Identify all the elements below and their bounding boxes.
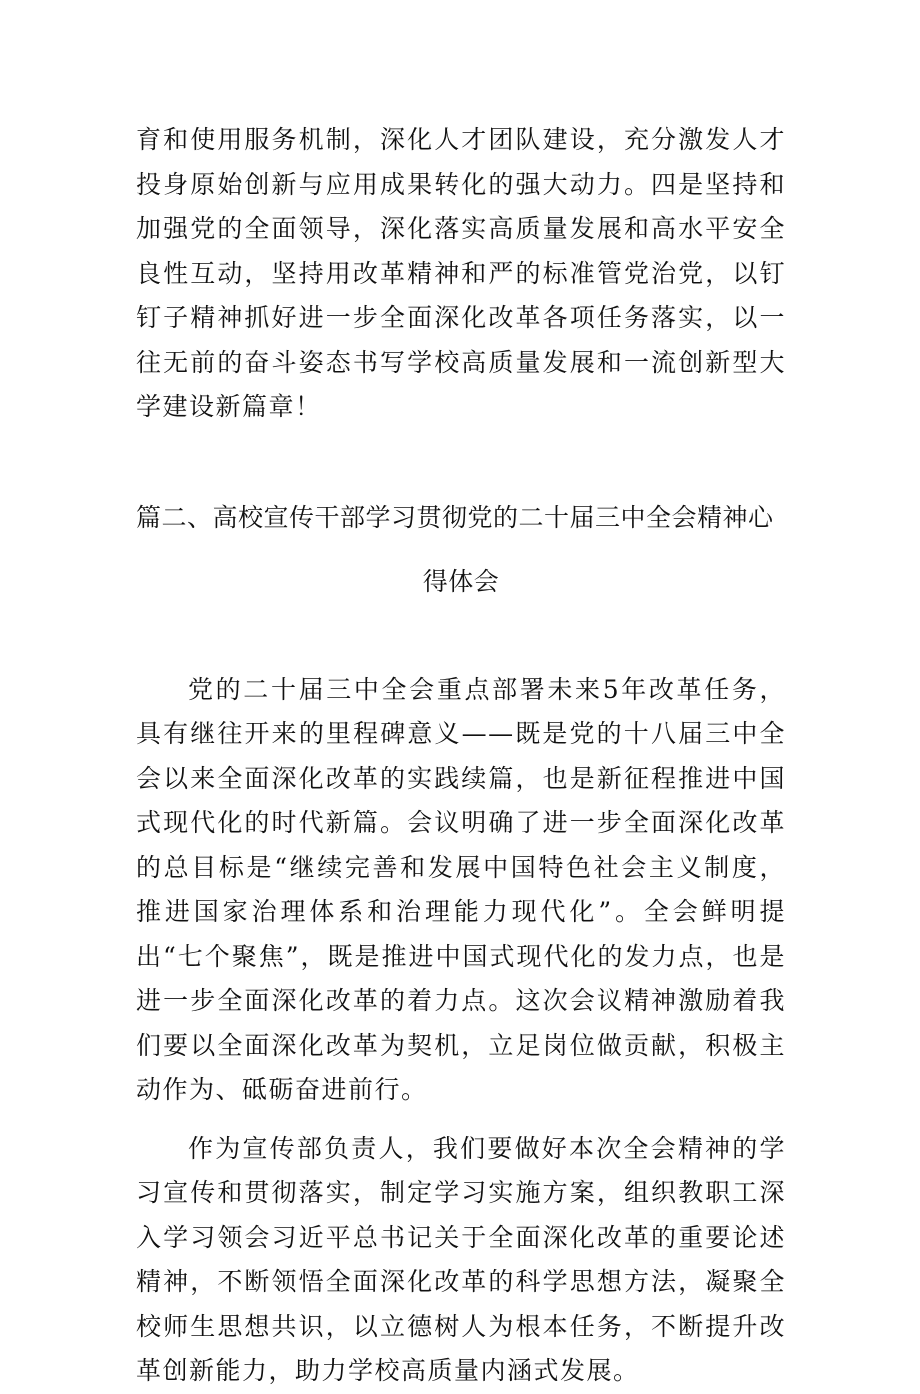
- paragraph-1: 党的二十届三中全会重点部署未来5年改革任务，具有继往开来的里程碑意义——既是党的十八届三中全会以来全面深化改革的实践续篇，也是新征程推进中国式现代化的时代新篇。会议明确了进一步全面深化改革的总目标是“继续完善和发展中国特色社会主义制度，推进国家治理体系和治理能力现代化”。全会鲜明提出“七个聚焦”，既是推进中国式现代化的发力点，也是进一步全面深化改革的着力点。这次会议精神激励着我们要以全面深化改革为契机，立足岗位做贡献，积极主动作为、砥砺奋进前行。: [136, 674, 786, 1104]
- section-heading: [136, 486, 786, 614]
- paragraph-2: 作为宣传部负责人，我们要做好本次全会精神的学习宣传和贯彻落实，制定学习实施方案，组织教职工深入学习领会习近平总书记关于全面深化改革的重要论述精神，不断领悟全面深化改革的科学思想方法，凝聚全校师生思想共识，以立德树人为根本任务，不断提升改革创新能力，助力学校高质量内涵式发展。: [136, 1133, 786, 1385]
- section-title-line-1: 篇二、高校宣传干部学习贯彻党的二十届三中全会精神心: [136, 502, 774, 532]
- section-title-line-2: 得体会: [422, 566, 500, 596]
- paragraph-continuation: 育和使用服务机制，深化人才团队建设，充分激发人才投身原始创新与应用成果转化的强大动力。四是坚持和加强党的全面领导，深化落实高质量发展和高水平安全良性互动，坚持用改革精神和严的标准管党治党，以钉钉子精神抓好进一步全面深化改革各项任务落实，以一往无前的奋斗姿态书写学校高质量发展和一流创新型大学建设新篇章！: [136, 125, 786, 421]
- document-body: [136, 118, 786, 1394]
- section-title: [136, 486, 786, 614]
